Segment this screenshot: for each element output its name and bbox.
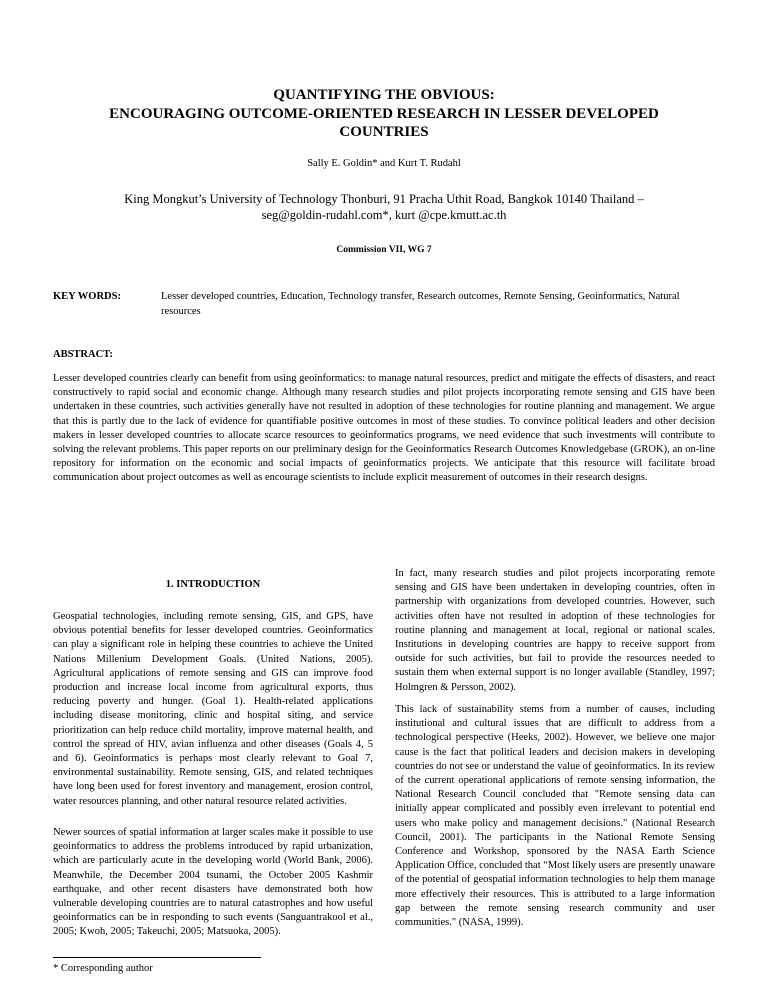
title-line: ENCOURAGING OUTCOME-ORIENTED RESEARCH IN LESSER DEVELOPED bbox=[109, 105, 659, 122]
title-line: QUANTIFYING THE OBVIOUS: bbox=[273, 87, 495, 103]
affiliation-line: King Mongkut’s University of Technology Thonburi, 91 Pracha Uthit Road, Bangkok 10140 Thailand – bbox=[124, 192, 644, 206]
authors: Sally E. Goldin* and Kurt T. Rudahl bbox=[307, 158, 461, 169]
body-paragraph: Newer sources of spatial information at larger scales make it possible to use geoinformatics to address the problems introduced by rapid urbanization, which are particularly acute in the developing world (World Bank, 2006). Meanwhile, the December 2004 tsunami, the October 2005 Kashmir earthquake, and other recent disasters have demonstrated both how vulnerable developing countries are to natural catastrophes and how useful geoinformatics can be in responding to such events (Sanguantrakool et al., 2005; Kwoh, 2005; Takeuchi, 2005; Matsuoka, 2005). bbox=[53, 827, 373, 938]
footnote: * Corresponding author bbox=[53, 963, 153, 974]
affiliation-email-line: seg@goldin-rudahl.com*, kurt @cpe.kmutt.ac.th bbox=[261, 208, 507, 222]
section-heading-introduction: 1. INTRODUCTION bbox=[165, 579, 261, 590]
title-line: COUNTRIES bbox=[339, 124, 429, 140]
commission: Commission VII, WG 7 bbox=[336, 245, 432, 255]
keywords-text: Lesser developed countries, Education, Technology transfer, Research outcomes, Remote Sensing, Geoinformatics, Natural resources bbox=[161, 291, 680, 317]
abstract-heading: ABSTRACT: bbox=[53, 349, 113, 360]
abstract-text: Lesser developed countries clearly can benefit from using geoinformatics: to manage natural resources, predict and mitigate the effects of disasters, and react constructively to rapid social and economic change. Although many research studies and pilot projects incorporating remote sensing and GIS have been undertaken in these countries, such activities generally have not resulted in adoption of these technologies for routine planning and management. We argue that this is partly due to the lack of evidence for quantifiable positive outcomes in most of these studies. To convince political leaders and other decision makers in lesser developed countries to allocate scarce resources to geoinformatics programs, we need evidence that such investments will contribute to solving the relevant problems. This paper reports on our preliminary design for the Geoinformatics Research Outcomes Knowledgebase (GROK), an on-line repository for information on the economic and social impacts of geoinformatics projects. We anticipate that this resource will facilitate broad communication about project outcomes as well as encourage scientists to include explicit measurement of outcomes in their research designs. bbox=[53, 373, 715, 484]
body-paragraph: In fact, many research studies and pilot projects incorporating remote sensing and GIS have been undertaken in developing countries, often in partnership with organizations from developed countries. However, such activities often have not resulted in adoption of these technologies for routine planning and management at local, regional or national scales. Institutions in developing countries are happy to receive support from outside for such activities, but fail to provide the resources needed to sustain them when external support is no longer available (Standley, 1997; Holmgren & Persson, 2002). bbox=[395, 568, 715, 693]
footnote-rule bbox=[53, 957, 261, 958]
body-paragraph: This lack of sustainability stems from a number of causes, including institutional and cultural issues that are difficult to address from a technological perspective (Heeks, 2002). However, we believe one major cause is the fact that political leaders and decision makers in developing countries do not see or understand the value of geoinformatics. In its review of the current operational applications of remote sensing information, the National Research Council concluded that "Remote sensing data can initially appear complicated and possibly even irrelevant to potential end users who make policy and management decisions." (National Research Council, 2001). The participants in the National Remote Sensing Conference and Workshop, sponsored by the NASA Earth Science Application Office, concluded that “Most likely users are presently unaware of the potential of geospatial information technologies to help them manage more effectively their resources. This is attributed to a large information gap between the remote sensing research community and user communities." (NASA, 1999). bbox=[395, 704, 715, 929]
keywords-label: KEY WORDS: bbox=[53, 291, 121, 302]
affiliation bbox=[40, 191, 728, 223]
body-paragraph: Geospatial technologies, including remote sensing, GIS, and GPS, have obvious potential benefits for lesser developed countries. Geoinformatics can play a significant role in helping these countries to achieve the United Nations Millenium Development Goals. (United Nations, 2005). Agricultural applications of remote sensing and GIS can improve food production and increase local income from agricultural exports, thus reducing poverty and hunger. (Goal 1). Health-related applications including disease monitoring, clinic and hospital siting, and service prioritization can help reduce child mortality, improve maternal health, and control the spread of HIV, avian influenza and other diseases (Goals 4, 5 and 6). Geoinformatics is perhaps most clearly relevant to Goal 7, environmental sustainability. Remote sensing, GIS, and related techniques have long been used for forest inventory and management, erosion control, water resources planning, and other natural resource related activities. bbox=[53, 611, 373, 807]
paper-title bbox=[60, 86, 708, 142]
